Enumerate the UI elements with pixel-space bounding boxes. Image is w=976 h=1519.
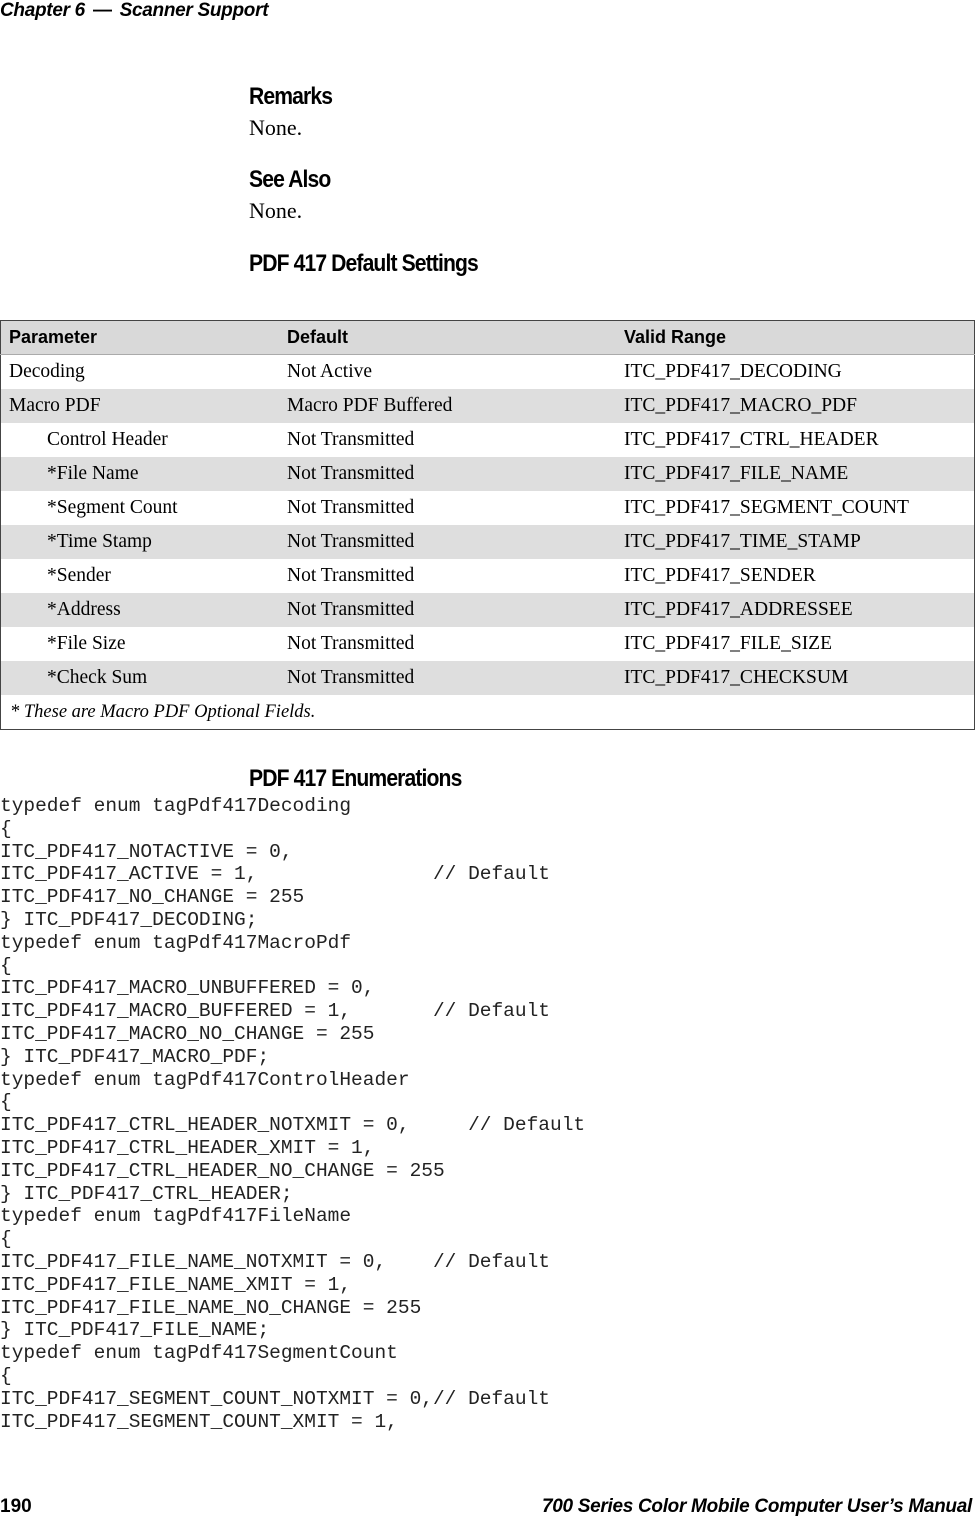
default-cell: Macro PDF Buffered [287, 389, 624, 423]
range-cell: ITC_PDF417_CHECKSUM [624, 661, 975, 695]
parameter-cell: Macro PDF [1, 389, 288, 423]
parameter-cell: *File Size [47, 633, 126, 654]
range-cell: ITC_PDF417_FILE_NAME [624, 457, 975, 491]
parameter-cell: *Address [1, 593, 288, 627]
default-cell: Not Transmitted [287, 429, 415, 450]
range-cell: ITC_PDF417_ADDRESSEE [624, 593, 975, 627]
remarks-text: None. [249, 115, 303, 140]
enumerations-heading: PDF 417 Enumerations [249, 765, 462, 792]
parameter-cell: Control Header [47, 429, 168, 450]
default-settings-table [0, 320, 975, 730]
table-row [1, 491, 975, 525]
table-row [1, 389, 975, 423]
range-cell: ITC_PDF417_MACRO_PDF [624, 389, 975, 423]
table-note-row [1, 695, 975, 730]
table-row [1, 355, 975, 390]
table-row [1, 593, 975, 627]
default-cell: Not Transmitted [287, 497, 415, 518]
column-header-valid-range: Valid Range [624, 321, 975, 355]
column-header-parameter: Parameter [1, 321, 288, 355]
header-dash: — [92, 0, 112, 21]
range-cell: ITC_PDF417_FILE_SIZE [624, 633, 833, 654]
range-cell: ITC_PDF417_SENDER [624, 565, 816, 586]
default-cell: Not Transmitted [287, 633, 415, 654]
default-cell: Not Transmitted [287, 525, 624, 559]
parameter-cell: *Segment Count [47, 497, 178, 518]
remarks-heading: Remarks [249, 83, 333, 110]
range-cell: ITC_PDF417_TIME_STAMP [624, 525, 975, 559]
column-header-default: Default [287, 321, 624, 355]
running-header [0, 0, 268, 22]
table-row [1, 627, 975, 661]
range-cell: ITC_PDF417_DECODING [624, 361, 842, 382]
parameter-cell: *Check Sum [1, 661, 288, 695]
table-row [1, 423, 975, 457]
parameter-cell: *File Name [1, 457, 288, 491]
settings-heading: PDF 417 Default Settings [249, 250, 478, 277]
table-footnote: * These are Macro PDF Optional Fields. [10, 701, 316, 722]
table-row [1, 525, 975, 559]
default-cell: Not Transmitted [287, 661, 624, 695]
default-cell: Not Transmitted [287, 457, 624, 491]
default-cell: Not Transmitted [287, 565, 415, 586]
see-also-text: None. [249, 198, 303, 223]
see-also-heading: See Also [249, 166, 331, 193]
code-listing: typedef enum tagPdf417Decoding { ITC_PDF417_NOTACTIVE = 0, ITC_PDF417_ACTIVE = 1, // Default ITC_PDF417_NO_CHANGE = 255 } ITC_PDF417_DECODING; typedef enum tagPdf417MacroPdf { ITC_PDF417_MACRO_UNBUFFERED = 0, ITC_PDF417_MACRO_BUFFERED = 1, // Default ITC_PDF417_MACRO_NO_CHANGE = 255 } ITC_PDF417_MACRO_PDF; typedef enum tagPdf417ControlHeader { ITC_PDF417_CTRL_HEADER_NOTXMIT = 0, // Default ITC_PDF417_CTRL_HEADER_XMIT = 1, ITC_PDF417_CTRL_HEADER_NO_CHANGE = 255 } ITC_PDF417_CTRL_HEADER; typedef enum tagPdf417FileName { ITC_PDF417_FILE_NAME_NOTXMIT = 0, // Default ITC_PDF417_FILE_NAME_XMIT = 1, ITC_PDF417_FILE_NAME_NO_CHANGE = 255 } ITC_PDF417_FILE_NAME; typedef enum tagPdf417SegmentCount { ITC_PDF417_SEGMENT_COUNT_NOTXMIT = 0,// Default ITC_PDF417_SEGMENT_COUNT_XMIT = 1, [0, 795, 586, 1433]
table-row [1, 559, 975, 593]
table-row [1, 661, 975, 695]
chapter-title: Scanner Support [119, 0, 269, 21]
parameter-cell: Decoding [9, 361, 85, 382]
default-cell: Not Transmitted [287, 593, 624, 627]
manual-title: 700 Series Color Mobile Computer User’s Manual [541, 1496, 972, 1517]
parameter-cell: *Sender [47, 565, 111, 586]
chapter-label: Chapter 6 [0, 0, 85, 21]
range-cell: ITC_PDF417_CTRL_HEADER [624, 429, 879, 450]
default-cell: Not Active [287, 361, 373, 382]
table-header-row [1, 321, 975, 355]
page-number: 190 [0, 1496, 32, 1517]
range-cell: ITC_PDF417_SEGMENT_COUNT [624, 497, 909, 518]
parameter-cell: *Time Stamp [1, 525, 288, 559]
table-row [1, 457, 975, 491]
